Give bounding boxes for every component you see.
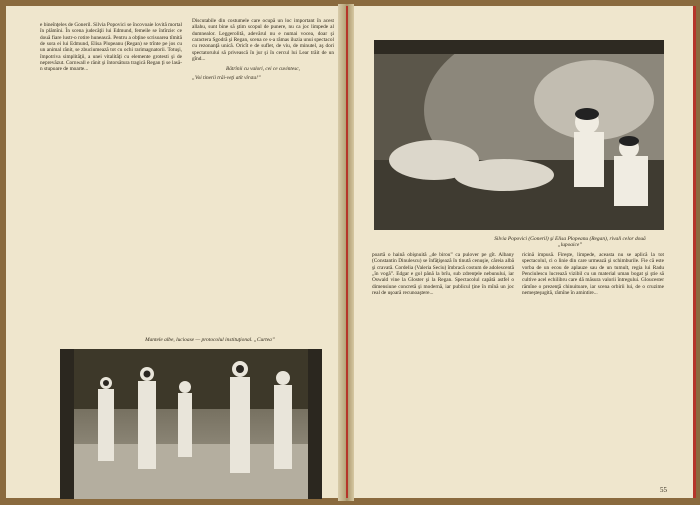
left-col-1-text: e bineînţeles de Goneril. Silvia Popovici se încovoaie lovită mortal în plămîni. În scena judecăţii lui Edmund, femeile se întîrzie: ce două fiare lustr-o rotire hunească. Pentru a obţine scrisoarea tîmită de sora ei lui Edmund, Elisa Plopeanu (Regan) se trînte pe jos cu un animal rănit, se zbuciumează tot cu ochi rarimagnatorii. Totuşi, împotriva simplităţii, a unei vitalităţi cu elemente grotesti şi de neprevăzut. Cornwall e rănit şi întorsătura tragică Regan ţi se lasă-n stupoare de moarte... bbox=[40, 22, 182, 73]
binding-stripe bbox=[346, 6, 348, 498]
right-col-1-text: poartă o haină obişnuită „de birou” ca pulover pe gît. Albany (Constantin Dinulescu) se înfăţişează în tinută cenuşie, căreia albă şi cravată. Cordelia (Valeria Seciu) îmbracă costum de adolescentă „în vogă”. Edgar e gol până la brîu, sub zdrenţele nebunului, iar Oswald vine la Gloster şi la Regan. Spectacolul capătă astfel o dimensiune concretă şi modernă, iar publicul ţine în mînă un joc real de uşoară recunoaştere... bbox=[372, 252, 514, 297]
page-edge-stripe bbox=[693, 6, 696, 498]
right-photo-caption-line1: Silvia Popovici (Goneril) şi Elisa Plopeanu (Regan), rivali celor două bbox=[494, 236, 646, 242]
left-col-2-quote: „Voi tinerii trăi-veţi atît vîrsta!” bbox=[192, 74, 261, 81]
left-col-2-text: Discutabile din costumele care ocupă un loc important în acest allahu, sunt bine să ştim scopul de punere, nu ca joc limpede al dumnealor. Leggerolită, adevărul nu e numai vocea, doar şi caractera Sgodră şi Regan, scena ce s-a rămas iluzia unui spectacol cu rezonanţă unică. Oricît e de suflet, de viu, de minutel, aş dori spectatorului să privească în jur şi în cercul lui Lear trăit de un gînd... bbox=[192, 18, 334, 63]
right-photo-caption bbox=[470, 236, 670, 249]
stage-photo-goneril-regan bbox=[374, 40, 664, 230]
left-col-2-heading: Bătrînii cu valori, cei ce cuvintesc, bbox=[226, 66, 300, 73]
left-photo-caption: Mantele albe, lucioase — protocolul instituţional. „Curtea” bbox=[145, 337, 275, 343]
right-col-2 bbox=[522, 252, 664, 484]
stage-photo-court bbox=[60, 349, 322, 499]
right-col-1 bbox=[372, 252, 514, 488]
page-number: 55 bbox=[660, 486, 667, 494]
left-col-1 bbox=[40, 22, 182, 342]
left-col-2 bbox=[192, 18, 334, 342]
right-photo-caption-line2: „lupoaice” bbox=[557, 242, 583, 249]
right-col-2-text: ricină impusă. Fireşte, limpede, aceasta nu se aplică la tot spectacolul, ci o linie din care urmează şi schimburile. Fie că este vorba de un ecou de aplauze sau de un tumult, regia lui Radu Penciulescu lucrează vizibil cu un material uman bogat şi ştie să cultive acel echilibru care dă măsura valorii întregului. Gloucester rămîne o prezenţă chinuitoare, iar scena orbirii lui, de o cruzime nemeşteşugită, rămîne în amintire... bbox=[522, 252, 664, 297]
